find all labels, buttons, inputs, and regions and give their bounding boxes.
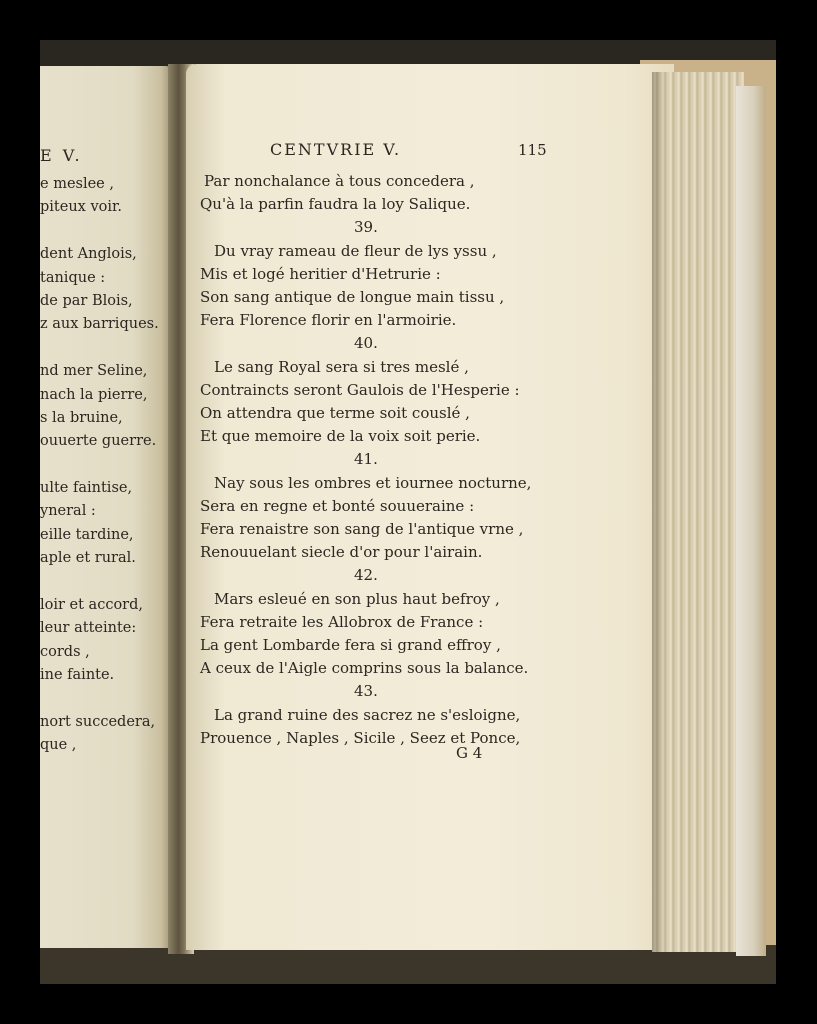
left-text-line [40, 337, 164, 360]
verse-line: Sera en regne et bonté souueraine : [200, 496, 475, 515]
back-board [736, 86, 766, 956]
left-text-line: que , [40, 737, 77, 754]
verse-line: Fera renaistre son sang de l'antique vrne , [200, 520, 524, 538]
left-text-line: leur atteinte: [40, 620, 137, 637]
verse-line: Fera retraite les Allobrox de France : [200, 612, 484, 631]
left-text-line: nd mer Seline, [40, 363, 148, 380]
left-text-line: eille tardine, [40, 526, 134, 543]
left-text-line: z aux barriques. [40, 316, 159, 333]
left-text-line [40, 571, 164, 594]
left-text-line: dent Anglois, [40, 246, 137, 263]
left-text-line: nach la pierre, [40, 386, 148, 403]
verse-line: Qu'à la parfin faudra la loy Salique. [200, 195, 471, 214]
verse-line: Contraincts seront Gaulois de l'Hesperie : [200, 380, 520, 399]
page-number: 115 [518, 141, 547, 159]
verse-line: La grand ruine des sacrez ne s'esloigne, [214, 705, 521, 724]
left-text-line: piteux voir. [40, 199, 122, 216]
verse-line: Son sang antique de longue main tissu , [200, 288, 505, 306]
book-scan [40, 40, 776, 984]
verse-line: Nay sous les ombres et iournee nocturne, [214, 473, 532, 492]
left-text-line: ine fainte. [40, 667, 115, 684]
verse-line: A ceux de l'Aigle comprins sous la balance. [200, 659, 529, 678]
quatrain-number: 42. [354, 566, 378, 585]
left-text-line: s la bruine, [40, 409, 123, 426]
left-text-line: e meslee , [40, 176, 114, 192]
left-text-line: loir et accord, [40, 597, 144, 614]
verse-line: On attendra que terme soit couslé , [200, 404, 470, 422]
quatrain-number: 40. [354, 334, 378, 353]
signature-mark: G 4 [456, 744, 483, 762]
left-text-line: de par Blois, [40, 292, 133, 309]
verse-line: Fera Florence florir en l'armoirie. [200, 311, 457, 330]
left-text-line: aple et rural. [40, 550, 136, 567]
left-running-head: E V. [40, 146, 83, 165]
left-text-line: ulte faintise, [40, 480, 133, 497]
left-text-line: nort succedera, [40, 713, 156, 730]
left-text-line [40, 220, 164, 243]
left-text-line: tanique : [40, 269, 106, 286]
quatrain-number: 41. [354, 450, 378, 469]
verse-line: La gent Lombarde fera si grand effroy , [200, 636, 501, 654]
left-text-line: cords , [40, 643, 90, 660]
verse-line: Mars esleué en son plus haut befroy , [214, 589, 500, 608]
verse-line: Et que memoire de la voix soit perie. [200, 427, 481, 446]
left-page-text [40, 173, 164, 758]
verse-line: Du vray rameau de fleur de lys yssu , [214, 241, 497, 260]
left-text-line [40, 688, 164, 711]
fore-edge-shadow [652, 72, 666, 952]
quatrain-number: 39. [354, 218, 378, 237]
verse-line: Par nonchalance à tous concedera , [204, 172, 475, 190]
left-text-line: ouuerte guerre. [40, 433, 157, 450]
verse-line: Renouuelant siecle d'or pour l'airain. [200, 543, 483, 562]
verse-line: Mis et logé heritier d'Hetrurie : [200, 264, 441, 283]
quatrain-number: 43. [354, 682, 378, 701]
left-text-line: yneral : [40, 503, 96, 520]
right-running-head: CENTVRIE V. [270, 140, 402, 159]
verse-line: Prouence , Naples , Sicile , Seez et Ponce, [200, 728, 521, 747]
verse-line: Le sang Royal sera si tres meslé , [214, 357, 469, 376]
left-text-line [40, 454, 164, 477]
